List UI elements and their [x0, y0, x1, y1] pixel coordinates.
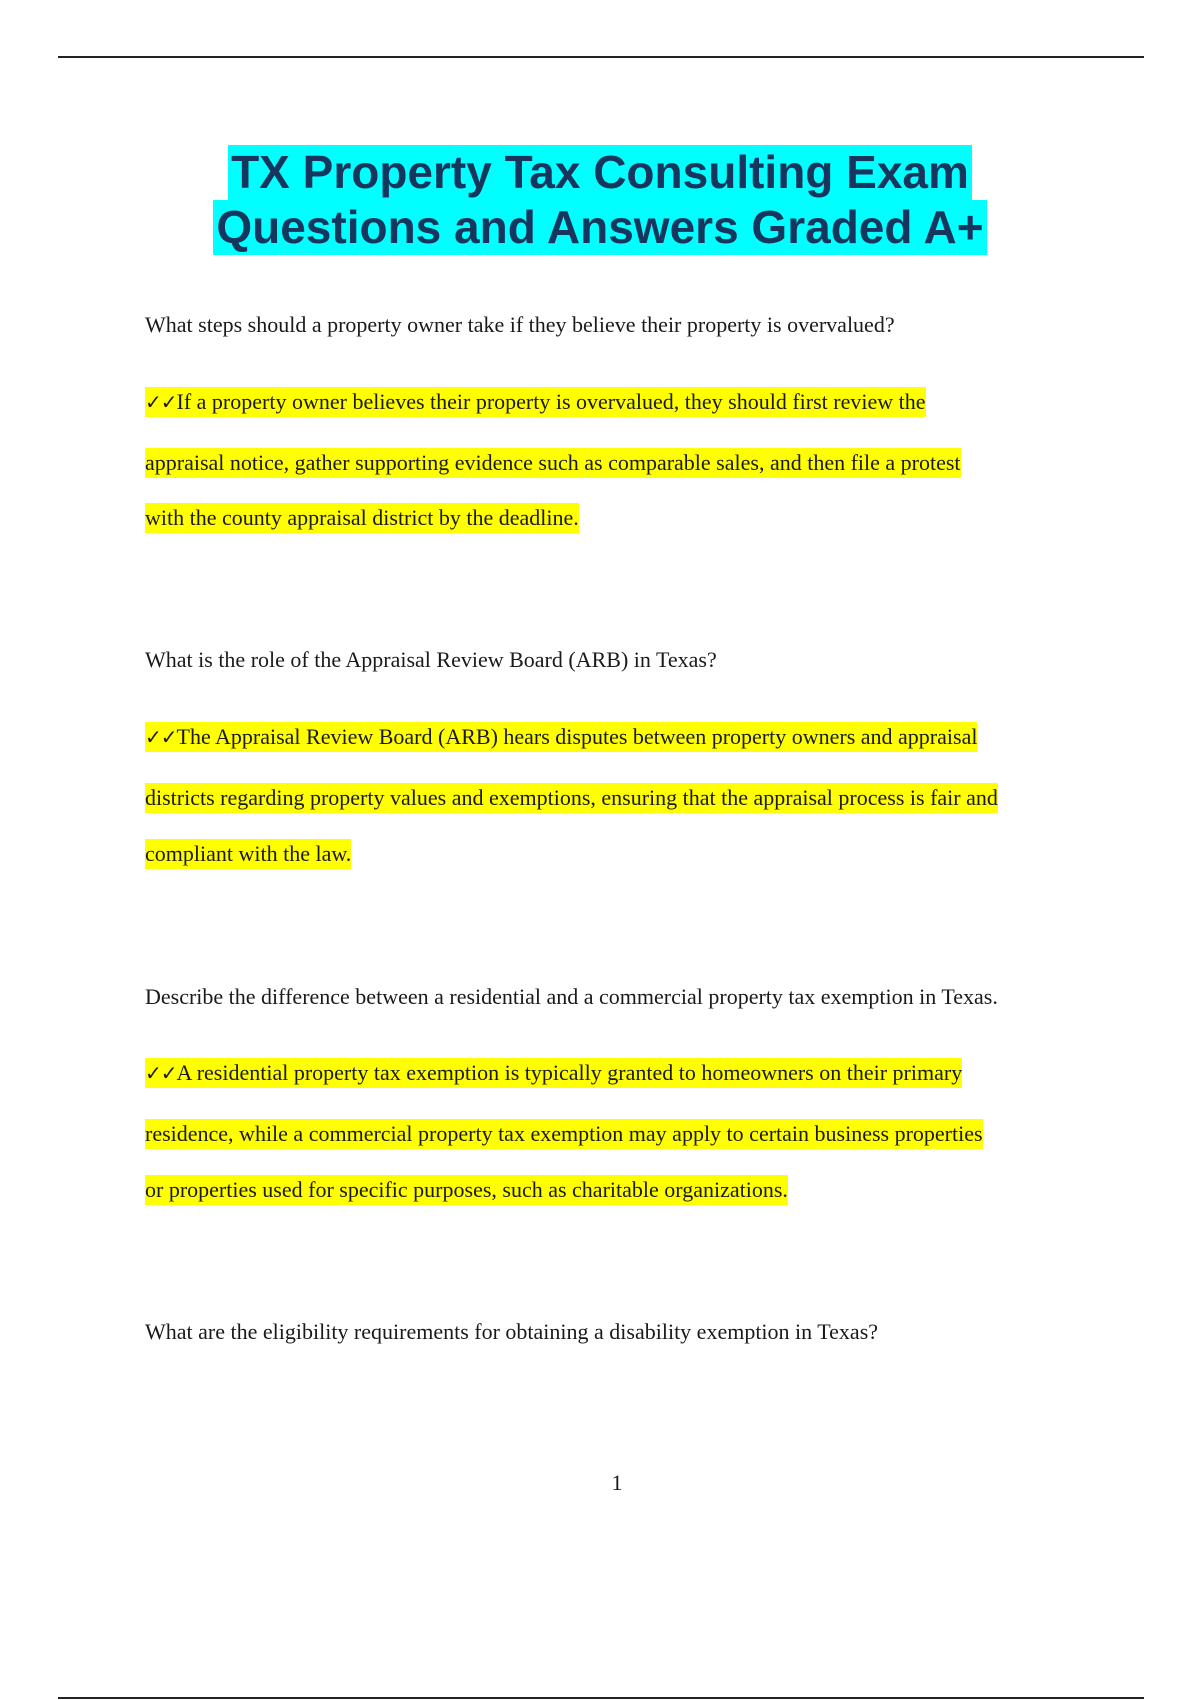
- title-line-1: TX Property Tax Consulting Exam: [228, 145, 972, 200]
- double-check-icon: ✓✓: [145, 1061, 177, 1085]
- top-rule: [58, 56, 1144, 58]
- double-check-icon: ✓✓: [145, 725, 177, 749]
- answer-2-line-1: The Appraisal Review Board (ARB) hears disputes between property owners and appraisal: [176, 724, 978, 749]
- answer-2-line-3: compliant with the law.: [145, 839, 351, 869]
- document-title: [0, 145, 1200, 255]
- page-number: 1: [611, 1470, 623, 1495]
- question-4: What are the eligibility requirements for obtaining a disability exemption in Texas?: [145, 1319, 879, 1344]
- answer-1-line-2: appraisal notice, gather supporting evidence such as comparable sales, and then file a protest: [145, 448, 961, 478]
- title-line-2: Questions and Answers Graded A+: [213, 200, 986, 255]
- answer-3-line-1: A residential property tax exemption is typically granted to homeowners on their primary: [176, 1060, 963, 1085]
- answer-3-line-3: or properties used for specific purposes, such as charitable organizations.: [145, 1175, 788, 1205]
- answer-1-line-1: If a property owner believes their property is overvalued, they should first review the: [176, 389, 926, 414]
- answer-2-line-2: districts regarding property values and exemptions, ensuring that the appraisal process is fair and: [145, 783, 998, 813]
- answer-1-line-3: with the county appraisal district by the deadline.: [145, 503, 579, 533]
- question-1: What steps should a property owner take if they believe their property is overvalued?: [145, 312, 895, 337]
- question-3: Describe the difference between a residential and a commercial property tax exemption in Texas.: [145, 984, 998, 1009]
- question-2: What is the role of the Appraisal Review Board (ARB) in Texas?: [145, 647, 717, 672]
- answer-3-line-2: residence, while a commercial property tax exemption may apply to certain business properties: [145, 1119, 983, 1149]
- bottom-rule: [58, 1697, 1144, 1699]
- double-check-icon: ✓✓: [145, 390, 177, 414]
